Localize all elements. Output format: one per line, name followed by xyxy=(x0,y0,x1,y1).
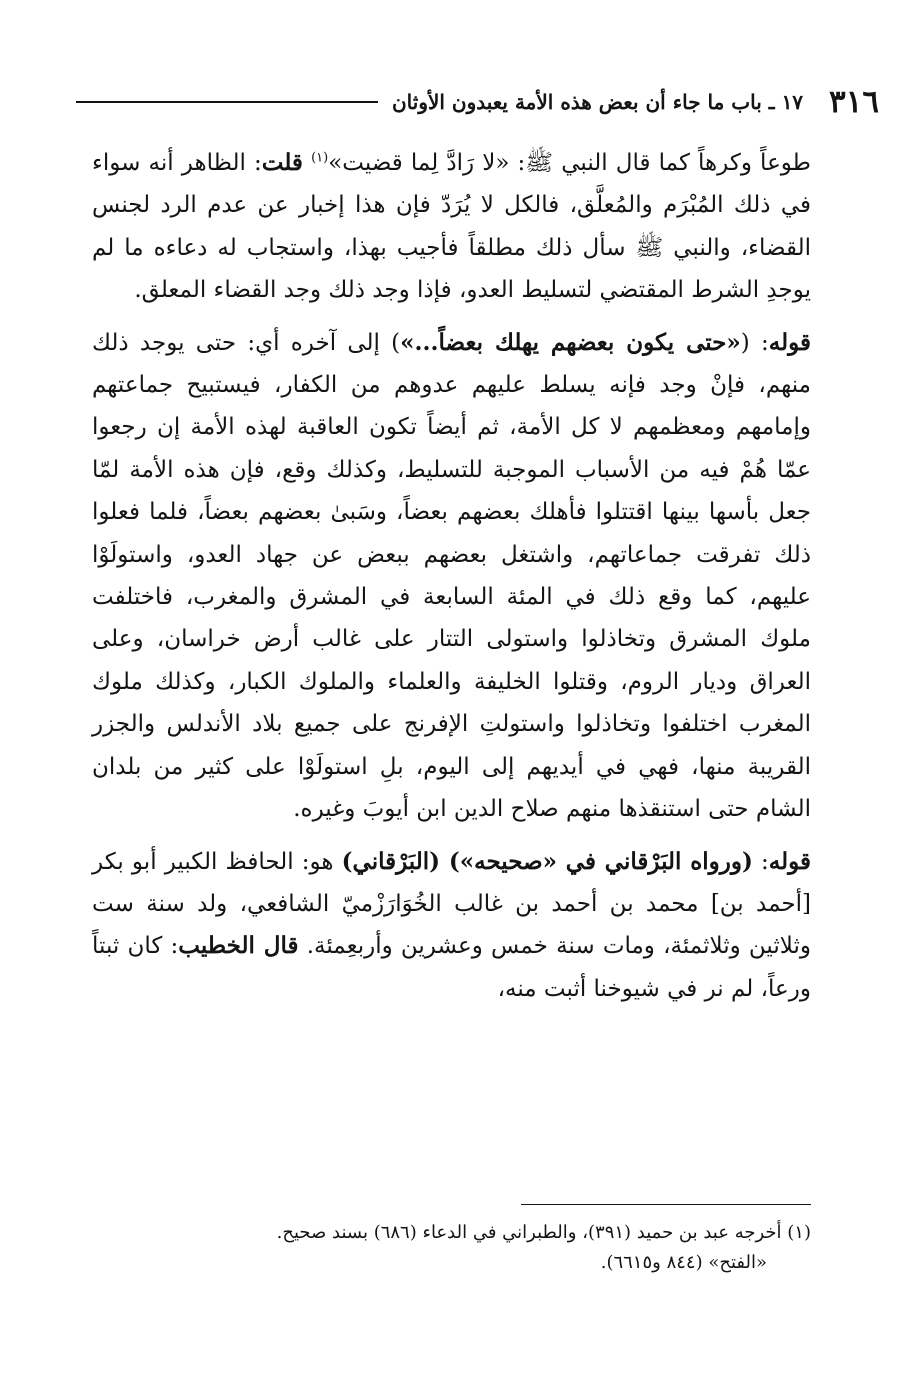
bold-term: قلت xyxy=(261,149,303,176)
bold-term: قال الخطيب xyxy=(178,932,299,960)
text-segment: طوعاً وكرهاً كما قال النبي ﷺ: «لا رَادَّ لِما قضيت» xyxy=(328,150,811,176)
quoted-source: (ورواه البَرْقاني في «صحيحه») (البَرْقاني) xyxy=(341,847,753,875)
hadith-quote: «حتى يكون بعضهم يهلك بعضاً...» xyxy=(400,328,741,356)
paragraph-2 xyxy=(92,322,811,831)
footnote-1-line-2: «الفتح» (٨٤٤ و٦٦١٥). xyxy=(600,1252,767,1273)
paragraph-3 xyxy=(92,841,811,1011)
page-header xyxy=(76,78,879,126)
text-segment xyxy=(303,150,311,176)
text-segment: ) إلى آخره أي: حتى يوجد ذلك منهم، فإنْ وجد فإنه يسلط عليهم عدوهم من الكفار، فيستبيح جماعتهم وإمامهم ومعظمهم لا كل الأمة، ثم أيضاً تكون العاقبة لهذه الأمة إن رجعوا عمّا هُمْ فيه من الأسباب الموجبة للتسليط، وكذلك وقع، فإن هذه الأمة لمّا جعل بأسها بينها اقتتلوا فأهلك بعضهم بعضاً، وسَبىٰ بعضهم بعضاً، فلما فعلوا ذلك تفرقت جماعاتهم، واشتغل بعضهم ببعض عن جهاد العدو، واستولَوْا عليهم، كما وقع ذلك في المئة السابعة في المشرق والمغرب، فاختلفت ملوك المشرق وتخاذلوا واستولى التتار على غالب أرض خراسان، وعلى العراق وديار الروم، وقتلوا الخليفة والعلماء والملوك الكبار، وكذلك ملوك المغرب اختلفوا وتخاذلوا واستولتِ الإفرنج على جميع بلاد الأندلس والجزر القريبة منها، فهي في أيديهم إلى اليوم، بلِ استولَوْا على كثير من بلدان الشام حتى استنقذها منهم صلاح الدين ابن أيوبَ وغيره. xyxy=(92,329,812,823)
text-segment: : كان ثبتاً ورعاً، لم نر في شيوخنا أثبت منه، xyxy=(92,933,811,1002)
paragraph-lead: قوله xyxy=(768,328,811,356)
text-segment: : الظاهر أنه سواء في ذلك المُبْرَم والمُعلَّق، فالكل لا يُرَدّ فإن هذا إخبار عن عدم الرد لجنس القضاء، والنبي ﷺ سأل ذلك مطلقاً فأجيب بهذا، واستجاب له دعاءه ما لم يوجدِ الشرط المقتضي لتسليط العدو، فإذا وجد ذلك وجد القضاء المعلق. xyxy=(92,150,811,304)
chapter-title: ١٧ ـ باب ما جاء أن بعض هذه الأمة يعبدون الأوثان xyxy=(391,90,804,114)
header-rule xyxy=(76,101,378,103)
paragraph-1 xyxy=(92,142,811,312)
page-number: ٣١٦ xyxy=(829,84,879,120)
footnotes xyxy=(80,1218,811,1278)
text-segment: هو: الحافظ الكبير أبو بكر [أحمد بن] محمد بن أحمد بن غالب الخُوَارَزْميّ الشافعي، ولد سنة ست وثلاثين وثلاثمئة، ومات سنة خمس وعشرين وأربعِمئة. xyxy=(92,848,812,960)
footnote-separator xyxy=(521,1204,811,1205)
footnote-marker: (١) xyxy=(311,150,329,166)
footnote-1-line-1: (١) أخرجه عبد بن حميد (٣٩١)، والطبراني في الدعاء (٦٨٦) بسند صحيح. xyxy=(276,1222,811,1243)
text-segment: : ( xyxy=(740,329,769,356)
paragraph-lead: قوله xyxy=(768,847,811,875)
text-segment: : xyxy=(752,848,769,875)
main-text xyxy=(92,142,811,1010)
